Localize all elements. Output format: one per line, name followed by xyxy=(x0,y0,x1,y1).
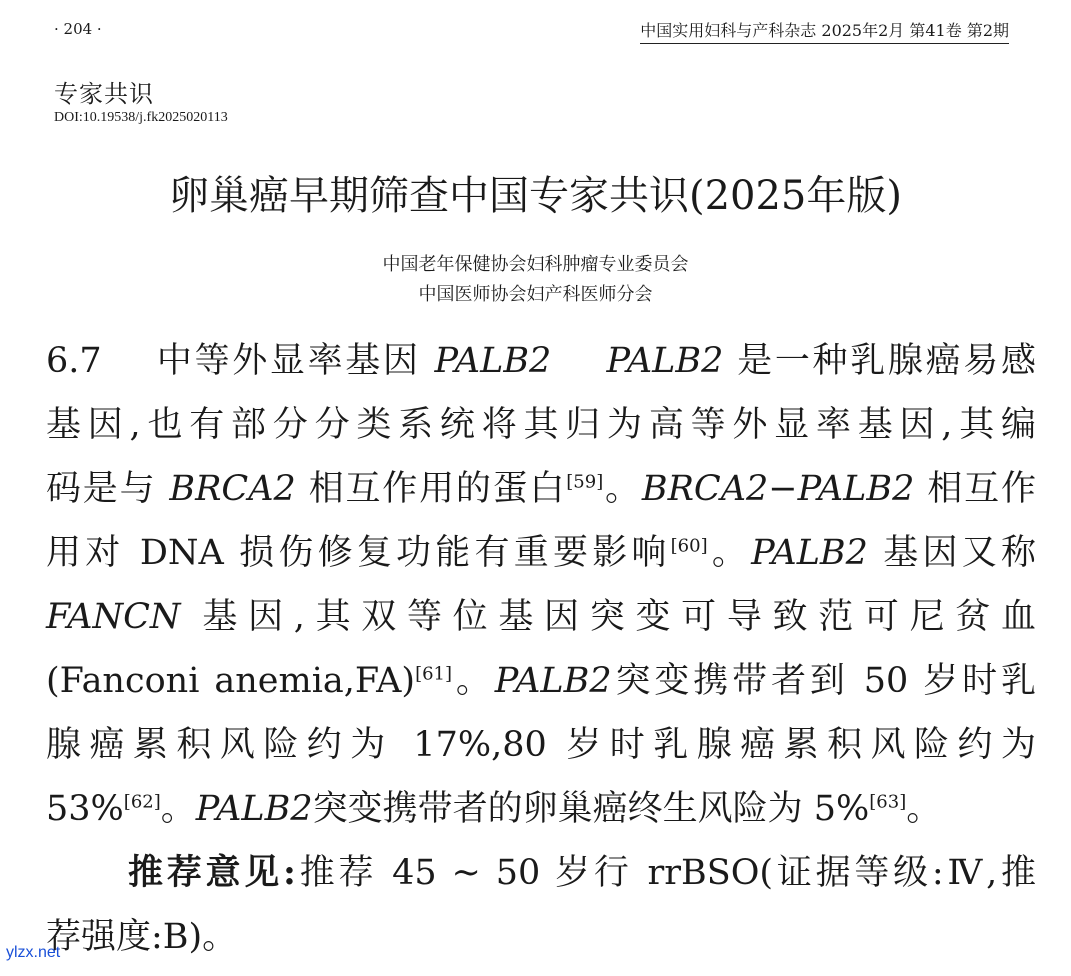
citation: [61] xyxy=(415,663,453,685)
citation: [60] xyxy=(670,535,708,557)
recommendation-line-1: 推荐意见:推荐 45 ~ 50 岁行 rrBSO(证据等级:Ⅳ,推 xyxy=(128,852,1036,893)
citation: [63] xyxy=(869,791,907,813)
author-line-2: 中国医师协会妇产科医师分会 xyxy=(418,284,653,305)
body-line-7: 腺癌累积风险约为 17%,80 岁时乳腺癌累积风险约为 xyxy=(46,725,1036,765)
author-line-1: 中国老年保健协会妇科肿瘤专业委员会 xyxy=(382,254,689,275)
body-line-5: FANCN 基因,其双等位基因突变可导致范可尼贫血 xyxy=(46,597,1036,637)
gene-name: FANCN xyxy=(46,597,181,637)
body-text xyxy=(46,336,1036,976)
watermark: ylzx.net xyxy=(6,944,61,961)
gene-name: PALB2 xyxy=(195,789,313,829)
paper-title: 卵巢癌早期筛查中国专家共识(2025年版) xyxy=(168,173,902,219)
citation: [62] xyxy=(123,791,161,813)
section-label: 专家共识 xyxy=(54,80,154,108)
authors xyxy=(0,250,1071,310)
gene-name: BRCA2 xyxy=(169,469,296,509)
recommendation-line-2: 荐强度:B)。 xyxy=(46,917,238,957)
recommendation-label: 推荐意见: xyxy=(128,852,296,893)
gene-name: PALB2 xyxy=(434,341,552,381)
body-line-4: 用对 DNA 损伤修复功能有重要影响[60]。PALB2 基因又称 xyxy=(46,533,1036,573)
doi: DOI:10.19538/j.fk2025020113 xyxy=(54,110,228,125)
body-line-3: 码是与 BRCA2 相互作用的蛋白[59]。BRCA2−PALB2 相互作 xyxy=(46,469,1036,509)
gene-name: PALB2 xyxy=(751,533,868,573)
section-number: 6.7 xyxy=(46,341,102,381)
body-line-1: 6.7 中等外显率基因 PALB2 PALB2 是一种乳腺癌易感 xyxy=(46,341,1036,381)
gene-name: PALB2 xyxy=(606,341,724,381)
citation: [59] xyxy=(566,471,604,493)
page-number: · 204 · xyxy=(54,20,102,38)
gene-name: BRCA2−PALB2 xyxy=(641,469,915,509)
body-line-6: (Fanconi anemia,FA)[61]。PALB2突变携带者到 50 岁时乳 xyxy=(46,661,1036,701)
journal-header: 中国实用妇科与产科杂志 2025年2月 第41卷 第2期 xyxy=(640,18,1009,44)
gene-name: PALB2 xyxy=(494,661,612,701)
body-line-8: 53%[62]。PALB2突变携带者的卵巢癌终生风险为 5%[63]。 xyxy=(46,789,942,829)
body-line-2: 基因,也有部分分类系统将其归为高等外显率基因,其编 xyxy=(46,405,1036,445)
